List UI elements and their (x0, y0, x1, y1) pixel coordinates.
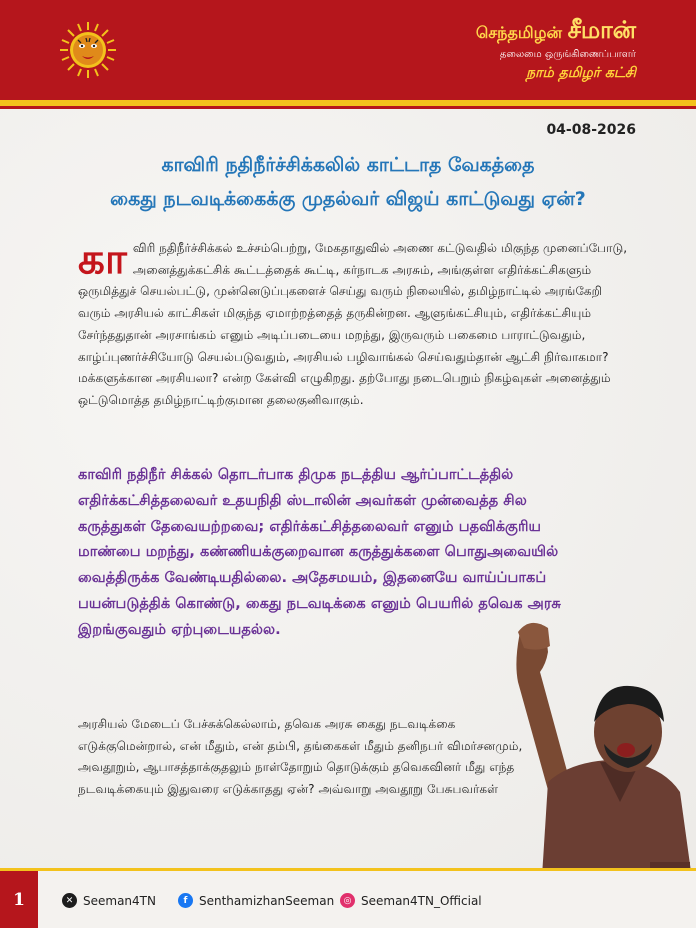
social-link-x[interactable] (62, 893, 156, 908)
x-twitter-icon: ✕ (62, 893, 77, 908)
social-handle-x: Seeman4TN (83, 893, 156, 908)
brand-name-prefix: செந்தமிழன் (475, 23, 562, 42)
brand-name-main: சீமான் (567, 16, 636, 44)
instagram-icon: ◎ (340, 893, 355, 908)
speaker-photo (500, 612, 696, 908)
header-divider (0, 106, 696, 109)
tiger-emblem-icon (60, 22, 116, 78)
brand-block (476, 16, 636, 83)
headline-line-1: காவிரி நதிநீர்ச்சிக்கலில் காட்டாத வேகத்தை (161, 154, 535, 176)
brand-role: தலைமை ஒருங்கிணைப்பாளர் (499, 49, 636, 60)
social-handle-facebook: SenthamizhanSeeman (199, 893, 335, 908)
dropcap: கா (78, 234, 127, 283)
social-link-facebook[interactable] (178, 893, 334, 908)
paragraph-continued: அரசியல் மேடைப் பேச்சுக்கெல்லாம், தவெக அரசு கைது நடவடிக்கை எடுக்குமென்றால், என் மீதும், என் தம்பி, தங்கைகள் மீதும் தனிநபர் விமர்சனமும், அவதூறும், ஆபாசத்தாக்குதலும் நாள்தோறும் தொடுக்கும் தவெகவினர் மீது எந்த நடவடிக்கையும் இதுவரை எடுக்காதது ஏன்? அவ்வாறு அவதூறு பேசுபவர்கள் (78, 717, 523, 797)
party-name: நாம் தமிழர் கட்சி (526, 65, 636, 81)
paragraph-highlight: காவிரி நதிநீர் சிக்கல் தொடர்பாக திமுக நடத்திய ஆர்ப்பாட்டத்தில் எதிர்க்கட்சித்தலைவர் உதயநிதி ஸ்டாலின் அவர்கள் முன்வைத்த சில கருத்துகள் தேவையற்றவை; எதிர்க்கட்சித்தலைவர் எனும் பதவிக்குரிய மாண்பை மறந்து, கண்ணியக்குறைவான கருத்துக்களை பொதுஅவையில் வைத்திருக்க வேண்டியதில்லை. அதேசமயம், இதனையே வாய்ப்பாகப் பயன்படுத்திக் கொண்டு, கைது நடவடிக்கை எனும் பெயரில் தவெக அரசு இறங்குவதும் ஏற்புடையதல்ல. (78, 466, 561, 638)
social-handle-instagram: Seeman4TN_Official (361, 893, 482, 908)
headline (40, 148, 656, 216)
headline-line-2: கைது நடவடிக்கைக்கு முதல்வர் விஜய் காட்டுவது ஏன்? (110, 188, 586, 210)
paragraph-intro-text: விரி நதிநீர்ச்சிக்கல் உச்சம்பெற்று, மேகதாதுவில் அணை கட்டுவதில் மிகுந்த முனைப்போடு, அனைத்துக்கட்சிக் கூட்டத்தைக் கூட்டி, கர்நாடக அரசும், அங்குள்ள எதிர்க்கட்சிகளும் ஒருமித்துச் செயல்பட்டு, முன்னெடுப்புகளைச் செய்து வரும் நிலையில், தமிழ்நாட்டில் அரங்கேறி வரும் அரசியல் காட்சிகள் மிகுந்த ஏமாற்றத்தைத் தருகின்றன. ஆளுங்கட்சியும், எதிர்க்கட்சியும் சேர்ந்ததுதான் அரசாங்கம் எனும் அடிப்படையை மறந்து, இருவரும் பகைமை பாராட்டுவதும், காழ்ப்புணர்ச்சியோடு செயல்படுவதும், அரசியல் பழிவாங்கல் செய்வதும்தான் ஆட்சி நிர்வாகமா? மக்களுக்கான அரசியலா? என்ற கேள்வி எழுகிறது. தற்போது நடைபெறும் நிகழ்வுகள் அனைத்தும் ஒட்டுமொத்த தமிழ்நாட்டிற்குமான தலைகுனிவாகும். (78, 241, 628, 407)
page-number: 1 (0, 871, 38, 928)
facebook-icon: f (178, 893, 193, 908)
header-banner (0, 0, 696, 100)
release-date: 04-08-2026 (546, 122, 636, 138)
social-link-instagram[interactable] (340, 893, 482, 908)
paragraph-intro (78, 234, 638, 412)
